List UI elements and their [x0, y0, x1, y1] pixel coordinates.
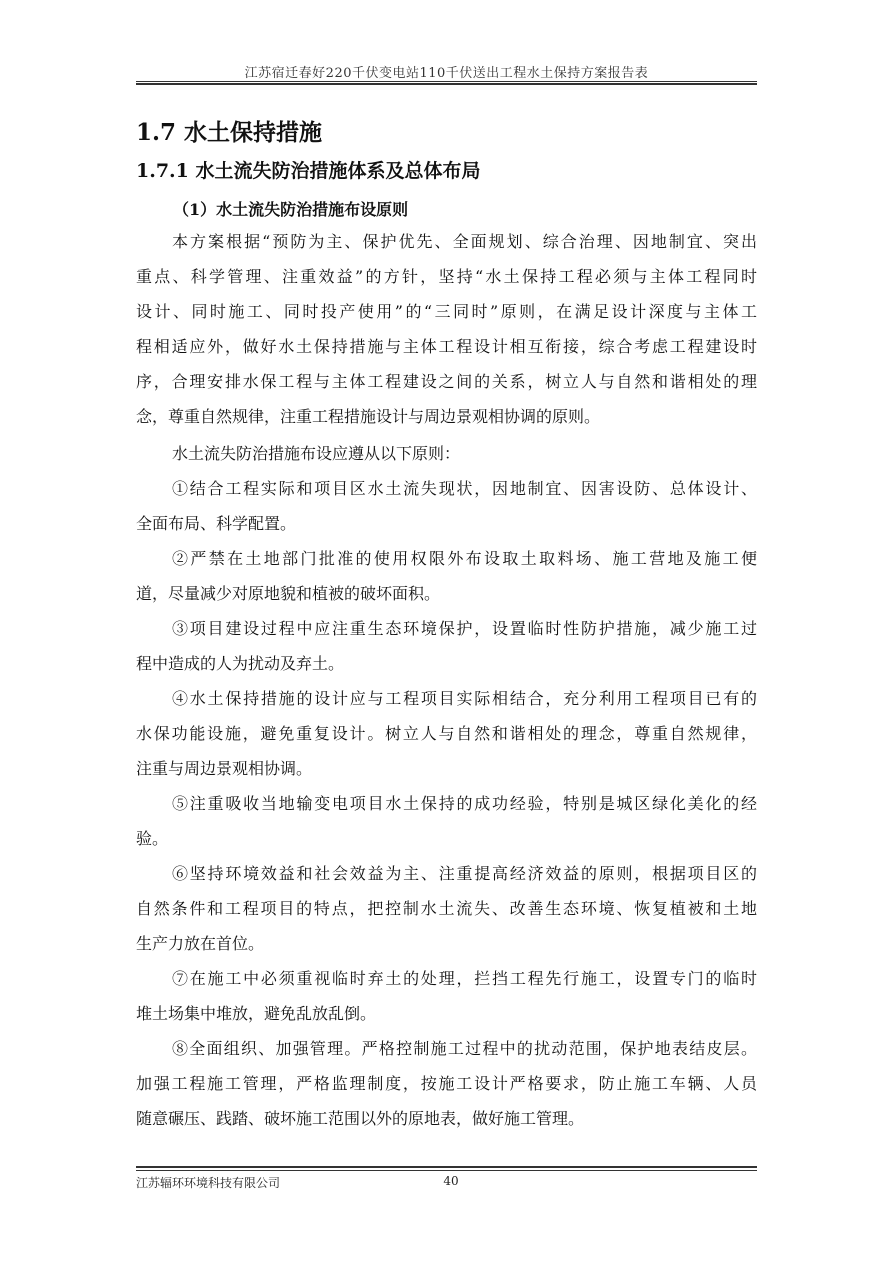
paragraph-intro-line: 重点、科学管理、注重效益”的方针，坚持“水土保持工程必须与主体工程同时: [136, 267, 757, 286]
principle-7-line: 堆土场集中堆放，避免乱放乱倒。: [136, 1004, 377, 1023]
principle-4-line: ④水土保持措施的设计应与工程项目实际相结合，充分利用工程项目已有的: [172, 689, 757, 708]
principle-8-line: 随意碾压、践踏、破坏施工范围以外的原地表，做好施工管理。: [136, 1109, 585, 1128]
page-number: 40: [443, 1174, 459, 1188]
paragraph-principles-lead: 水土流失防治措施布设应遵从以下原则：: [172, 444, 461, 463]
principle-5-line: ⑤注重吸收当地输变电项目水土保持的成功经验，特别是城区绿化美化的经: [172, 794, 757, 813]
paragraph-intro-line: 序，合理安排水保工程与主体工程建设之间的关系，树立人与自然和谐相处的理: [136, 372, 757, 391]
principle-8-line: ⑧全面组织、加强管理。严格控制施工过程中的扰动范围，保护地表结皮层。: [172, 1039, 757, 1058]
subsection-heading-1-7-1: 1.7.1 水土流失防治措施体系及总体布局: [136, 160, 481, 182]
principle-1-line: 全面布局、科学配置。: [136, 514, 297, 533]
paragraph-intro-line: 念，尊重自然规律，注重工程措施设计与周边景观相协调的原则。: [136, 407, 601, 426]
footer-divider-thick: [136, 1166, 757, 1168]
principle-1-line: ①结合工程实际和项目区水土流失现状，因地制宜、因害设防、总体设计、: [172, 479, 757, 498]
paragraph-intro-line: 本方案根据“预防为主、保护优先、全面规划、综合治理、因地制宜、突出: [172, 232, 757, 251]
paragraph-intro-line: 程相适应外，做好水土保持措施与主体工程设计相互衔接，综合考虑工程建设时: [136, 337, 757, 356]
principle-4-line: 水保功能设施，避免重复设计。树立人与自然和谐相处的理念，尊重自然规律，: [136, 724, 757, 743]
principle-3-line: ③项目建设过程中应注重生态环境保护，设置临时性防护措施，减少施工过: [172, 619, 757, 638]
principle-4-line: 注重与周边景观相协调。: [136, 759, 313, 778]
principle-6-line: ⑥坚持环境效益和社会效益为主、注重提高经济效益的原则，根据项目区的: [172, 864, 757, 883]
principle-5-line: 验。: [136, 829, 169, 848]
principle-6-line: 生产力放在首位。: [136, 934, 265, 953]
header-divider-thin: [136, 81, 757, 82]
paragraph-intro-line: 设计、同时施工、同时投产使用”的“三同时”原则，在满足设计深度与主体工: [136, 302, 757, 321]
running-header: 江苏宿迁春好220千伏变电站110千伏送出工程水土保持方案报告表: [244, 66, 649, 81]
principle-2-line: 道，尽量减少对原地貌和植被的破坏面积。: [136, 584, 441, 603]
principle-6-line: 自然条件和工程项目的特点，把控制水土流失、改善生态环境、恢复植被和土地: [136, 899, 757, 918]
header-divider-thick: [136, 83, 757, 85]
principle-3-line: 程中造成的人为扰动及弃土。: [136, 654, 345, 673]
principle-7-line: ⑦在施工中必须重视临时弃土的处理，拦挡工程先行施工，设置专门的临时: [172, 969, 757, 988]
principle-8-line: 加强工程施工管理，严格监理制度，按施工设计严格要求，防止施工车辆、人员: [136, 1074, 757, 1093]
principle-2-line: ②严禁在土地部门批准的使用权限外布设取土取料场、施工营地及施工便: [172, 549, 757, 568]
footer-company-name: 江苏辐环环境科技有限公司: [136, 1176, 281, 1190]
section-heading-1-7: 1.7 水土保持措施: [136, 119, 323, 146]
footer-divider-thin: [136, 1170, 757, 1171]
subheading-principles: （1）水土流失防治措施布设原则: [173, 200, 409, 219]
